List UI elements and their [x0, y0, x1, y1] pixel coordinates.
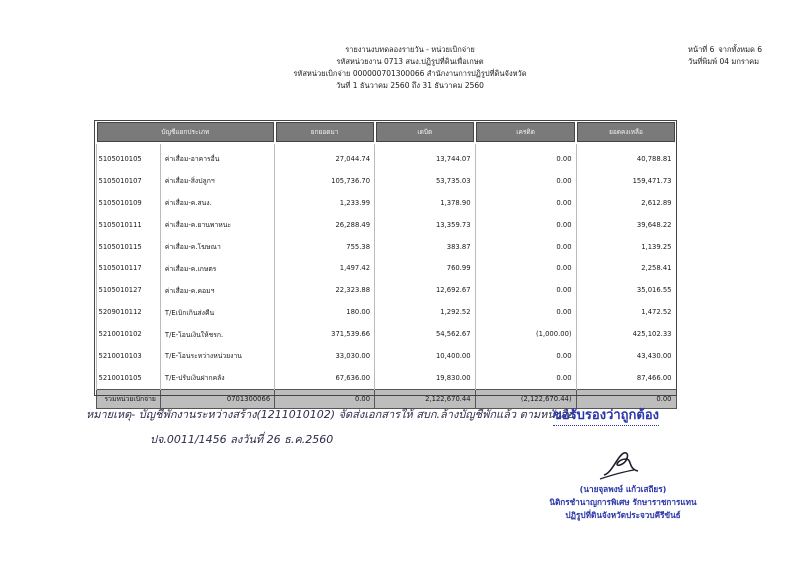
debit-value: 54,562.67	[375, 323, 476, 345]
brought-forward-value: 180.00	[275, 301, 375, 323]
account-code: 5210010105	[96, 367, 160, 389]
table-row	[96, 345, 676, 367]
credit-value: 0.00	[475, 301, 576, 323]
account-code: 5105010111	[96, 214, 160, 236]
print-date: วันที่พิมพ์ 04 มกราคม	[688, 57, 760, 66]
debit-value: 53,735.03	[375, 170, 476, 192]
disbursement-unit-line: รหัสหน่วยเบิกจ่าย 000000701300066 สำนักงานการปฏิรูปที่ดินจังหวัด	[293, 69, 527, 78]
debit-value: 13,744.07	[375, 143, 476, 170]
table-row	[96, 257, 676, 279]
brought-forward-value: 22,323.88	[275, 279, 375, 301]
account-code: 5210010103	[96, 345, 160, 367]
table-row	[96, 367, 676, 389]
column-header-balance: ยอดคงเหลือ	[576, 121, 676, 143]
total-debit: 2,122,670.44	[375, 389, 476, 408]
brought-forward-value: 105,736.70	[275, 170, 375, 192]
account-name: T/E-โอนเงินให้ชรก.	[160, 323, 274, 345]
credit-value: 0.00	[475, 257, 576, 279]
table-row	[96, 323, 676, 345]
report-title: รายงานงบทดลองรายวัน - หน่วยเบิกจ่าย	[345, 45, 475, 54]
column-header-credit: เครดิต	[475, 121, 576, 143]
page-info	[688, 44, 788, 68]
official-stamp	[523, 483, 723, 522]
balance-value: 2,612.89	[576, 192, 676, 214]
total-pages: จากทั้งหมด 6	[718, 45, 763, 54]
debit-value: 12,692.67	[375, 279, 476, 301]
account-name: ค่าเสื่อม-ค.คอมฯ	[160, 279, 274, 301]
credit-value: 0.00	[475, 367, 576, 389]
balance-value: 35,016.55	[576, 279, 676, 301]
column-header-brought-forward: ยกยอดมา	[275, 121, 375, 143]
balance-value: 87,466.00	[576, 367, 676, 389]
account-name: ค่าเสื่อม-ค.เกษตร	[160, 257, 274, 279]
report-header	[250, 44, 570, 92]
account-code: 5210010102	[96, 323, 160, 345]
total-credit: (2,122,670.44)	[475, 389, 576, 408]
table-header-row	[96, 121, 676, 143]
account-name: T/E-ปรับเงินฝากคลัง	[160, 367, 274, 389]
credit-value: 0.00	[475, 192, 576, 214]
remark-line-2: ปจ.0011/1456 ลงวันที่ 26 ธ.ค.2560	[150, 433, 334, 446]
account-name: T/E-โอนระหว่างหน่วยงาน	[160, 345, 274, 367]
total-balance: 0.00	[576, 389, 676, 408]
total-brought-forward: 0.00	[275, 389, 375, 408]
balance-value: 425,102.33	[576, 323, 676, 345]
account-name: ค่าเสื่อม-ค.ยานพาหนะ	[160, 214, 274, 236]
debit-value: 10,400.00	[375, 345, 476, 367]
remark-line-1: หมายเหตุ- บัญชีพักงานระหว่างสร้าง(1211010102) จัดส่งเอกสารให้ สบก.ล้างบัญชีพักแล้ว ตามหนังสือ	[86, 408, 574, 421]
brought-forward-value: 27,044.74	[275, 143, 375, 170]
table-row	[96, 236, 676, 258]
account-code: 5105010115	[96, 236, 160, 258]
stamp-signer-office: ปฏิรูปที่ดินจังหวัดประจวบคีรีขันธ์	[565, 510, 681, 520]
brought-forward-value: 67,636.00	[275, 367, 375, 389]
balance-value: 1,139.25	[576, 236, 676, 258]
account-code: 5105010117	[96, 257, 160, 279]
debit-value: 19,830.00	[375, 367, 476, 389]
credit-value: 0.00	[475, 143, 576, 170]
table-row	[96, 279, 676, 301]
account-code: 5105010127	[96, 279, 160, 301]
debit-value: 1,378.90	[375, 192, 476, 214]
account-code: 5105010109	[96, 192, 160, 214]
brought-forward-value: 33,030.00	[275, 345, 375, 367]
credit-value: 0.00	[475, 214, 576, 236]
account-name: ค่าเสื่อม-ค.สนง.	[160, 192, 274, 214]
credit-value: 0.00	[475, 170, 576, 192]
credit-value: 0.00	[475, 279, 576, 301]
column-header-account: บัญชีแยกประเภท	[96, 121, 275, 143]
table-row	[96, 192, 676, 214]
credit-value: 0.00	[475, 345, 576, 367]
table-row	[96, 143, 676, 170]
balance-value: 39,648.22	[576, 214, 676, 236]
balance-value: 40,788.81	[576, 143, 676, 170]
balance-value: 1,472.52	[576, 301, 676, 323]
account-name: ค่าเสื่อม-อาคารอื่น	[160, 143, 274, 170]
total-label: รวมหน่วยเบิกจ่าย	[96, 389, 160, 408]
signature-icon	[598, 445, 648, 481]
account-name: ค่าเสื่อม-สิ่งปลูกฯ	[160, 170, 274, 192]
account-code: 5105010107	[96, 170, 160, 192]
brought-forward-value: 1,497.42	[275, 257, 375, 279]
page-number: หน้าที่ 6	[688, 45, 715, 54]
credit-value: 0.00	[475, 236, 576, 258]
stamp-signer-name: (นายจุลพงษ์ แก้วเสถียร)	[579, 484, 667, 494]
table-row	[96, 301, 676, 323]
stamp-signer-position: นิติกรชำนาญการพิเศษ รักษาราชการแทน	[549, 497, 697, 507]
account-code: 5209010112	[96, 301, 160, 323]
balance-value: 2,258.41	[576, 257, 676, 279]
credit-value: (1,000.00)	[475, 323, 576, 345]
total-unit: 0701300066	[160, 389, 274, 408]
brought-forward-value: 1,233.99	[275, 192, 375, 214]
certification-text: ขอรับรองว่าถูกต้อง	[553, 404, 659, 426]
debit-value: 1,292.52	[375, 301, 476, 323]
table-body	[96, 143, 676, 389]
account-name: T/Eเบิกเกินส่งคืน	[160, 301, 274, 323]
debit-value: 760.99	[375, 257, 476, 279]
trial-balance-table	[95, 120, 677, 409]
account-name: ค่าเสื่อม-ค.โฆษณา	[160, 236, 274, 258]
table-row	[96, 214, 676, 236]
balance-value: 159,471.73	[576, 170, 676, 192]
date-range-line: วันที่ 1 ธันวาคม 2560 ถึง 31 ธันวาคม 2560	[336, 81, 484, 90]
balance-value: 43,430.00	[576, 345, 676, 367]
account-code: 5105010105	[96, 143, 160, 170]
brought-forward-value: 755.38	[275, 236, 375, 258]
brought-forward-value: 26,288.49	[275, 214, 375, 236]
agency-code-line: รหัสหน่วยงาน 0713 สนง.ปฏิรูปที่ดินเพื่อเกษต	[336, 57, 484, 66]
table-row	[96, 170, 676, 192]
debit-value: 13,359.73	[375, 214, 476, 236]
column-header-debit: เดบิต	[375, 121, 476, 143]
brought-forward-value: 371,539.66	[275, 323, 375, 345]
debit-value: 383.87	[375, 236, 476, 258]
